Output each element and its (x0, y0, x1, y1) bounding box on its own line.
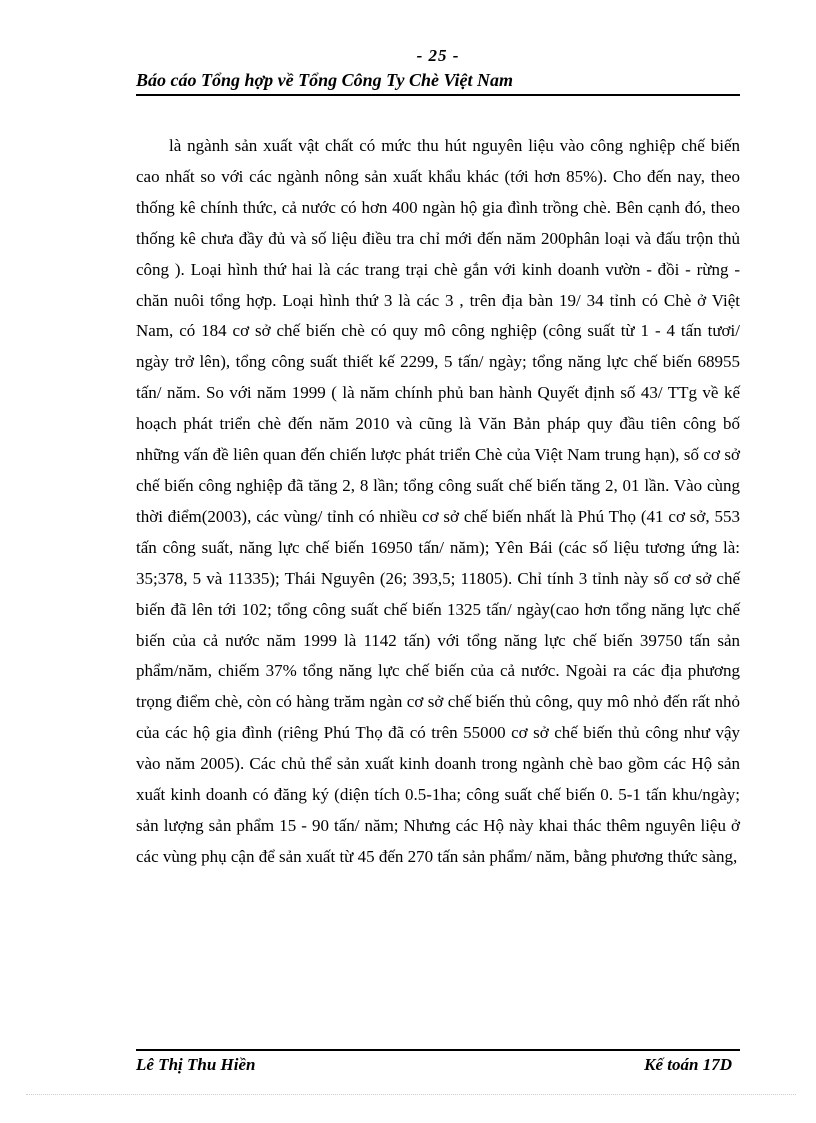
page-bottom-dotted-line (26, 1094, 796, 1095)
footer-author: Lê Thị Thu Hiền (136, 1055, 256, 1074)
body-paragraph: là ngành sản xuất vật chất có mức thu hút nguyên liệu vào công nghiệp chế biến cao nhất so với các ngành nông sản xuất khẩu khác (tới hơn 85%). Cho đến nay, theo thống kê chính thức, cả nước có hơn 400 ngàn hộ gia đình trồng chè. Bên cạnh đó, theo thống kê chưa đầy đủ và số liệu điều tra chỉ mới đến năm 200phân loại và đấu trộn thủ công ). Loại hình thứ hai là các trang trại chè gắn với kinh doanh vườn - đồi - rừng - chăn nuôi tổng hợp. Loại hình thứ 3 là các 3 , trên địa bàn 19/ 34 tỉnh có Chè ở Việt Nam, có 184 cơ sở chế biến chè có quy mô công nghiệp (công suất từ 1 - 4 tấn tươi/ ngày trở lên), tổng công suất thiết kế 2299, 5 tấn/ ngày; tổng năng lực chế biến 68955 tấn/ năm. So với năm 1999 ( là năm chính phủ ban hành Quyết định số 43/ TTg về kế hoạch phát triển chè đến năm 2010 và cũng là Văn Bản pháp quy đầu tiên công bố những vấn đề liên quan đến chiến lược phát triển Chè của Việt Nam trung hạn), số cơ sở chế biến công nghiệp đã tăng 2, 8 lần; tổng công suất chế biến tăng 2, 01 lần. Vào cùng thời điểm(2003), các vùng/ tỉnh có nhiều cơ sở chế biến nhất là Phú Thọ (41 cơ sở, 553 tấn công suất, năng lực chế biến 16950 tấn/ năm); Yên Bái (các số liệu tương ứng là: 35;378, 5 và 11335); Thái Nguyên (26; 393,5; 11805). Chỉ tính 3 tỉnh này số cơ sở chế biến đã lên tới 102; tổng công suất chế biến 1325 tấn/ ngày(cao hơn tổng năng lực chế biến của cả nước năm 1999 là 1142 tấn) với tổng năng lực chế biến 39750 tấn sản phẩm/năm, chiếm 37% tổng năng lực chế biến của cả nước. Ngoài ra các địa phương trọng điểm chè, còn có hàng trăm ngàn cơ sở chế biến thủ công, quy mô nhỏ đến rất nhỏ của các hộ gia đình (riêng Phú Thọ đã có trên 55000 cơ sở chế biến thủ công như vậy vào năm 2005). Các chủ thể sản xuất kinh doanh trong ngành chè bao gồm các Hộ sản xuất kinh doanh có đăng ký (diện tích 0.5-1ha; công suất chế biến 0. 5-1 tấn khu/ngày; sản lượng sản phẩm 15 - 90 tấn/ năm; Nhưng các Hộ này khai thác thêm nguyên liệu ở các vùng phụ cận để sản xuất từ 45 đến 270 tấn sản phẩm/ năm, bằng phương thức sàng, (136, 136, 740, 866)
footer-divider (136, 1049, 740, 1051)
header-divider (136, 94, 740, 96)
document-header-title: Báo cáo Tổng hợp về Tổng Công Ty Chè Việt Nam (136, 70, 513, 90)
page-number: - 25 - (416, 46, 460, 65)
footer-department: Kế toán 17D (644, 1055, 732, 1074)
